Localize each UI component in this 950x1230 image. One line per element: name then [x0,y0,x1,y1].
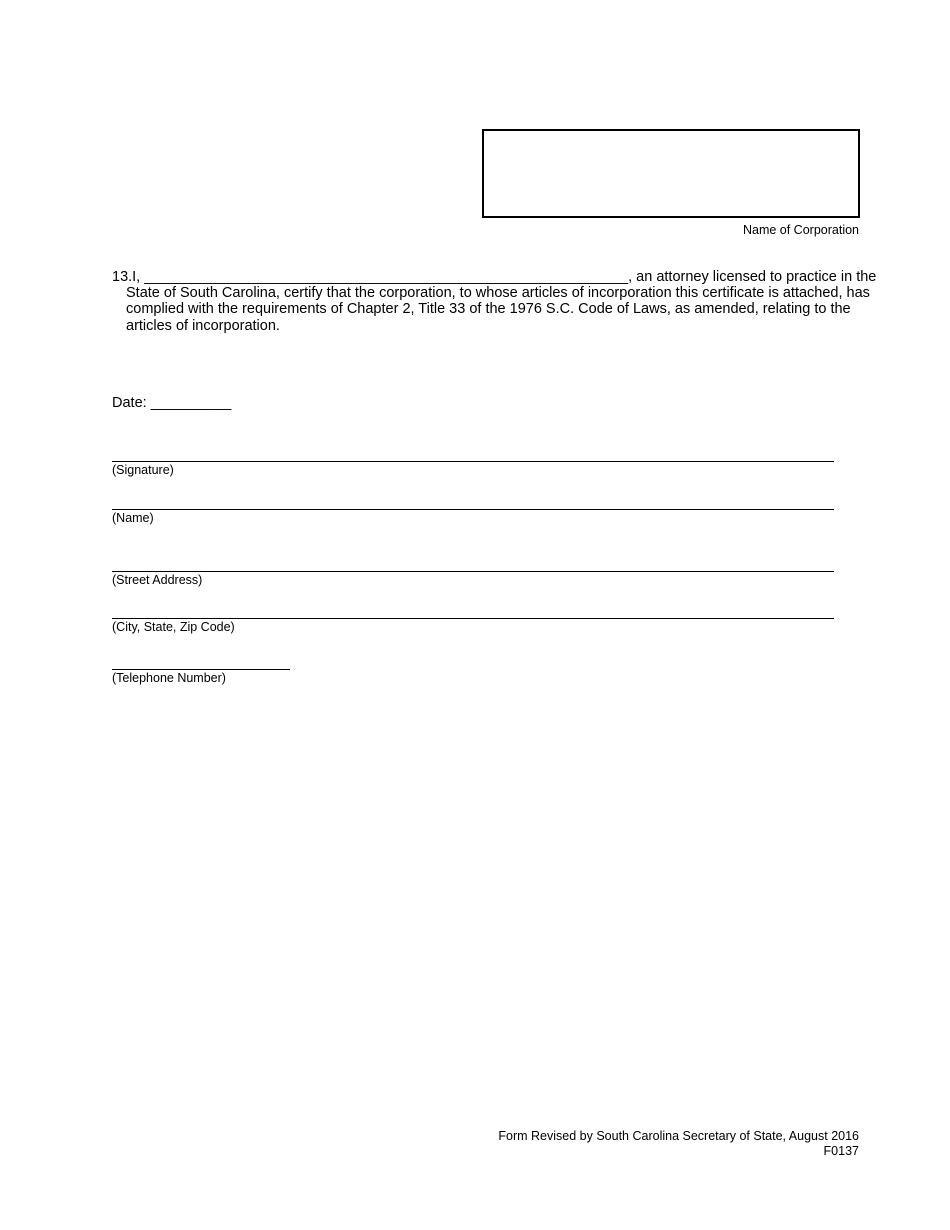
city-state-zip-caption: (City, State, Zip Code) [112,620,235,634]
date-label: Date: [112,395,151,411]
signature-line[interactable] [112,461,834,462]
certification-line-3: complied with the requirements of Chapter 2, Title 33 of the 1976 S.C. Code of Laws, as amended, relating to the [126,301,851,318]
certification-line-1 [112,269,877,285]
telephone-caption: (Telephone Number) [112,671,226,685]
signature-field [112,461,834,477]
telephone-line[interactable] [112,669,290,670]
attorney-certification-paragraph [112,269,877,334]
certification-line-4: articles of incorporation. [126,317,280,334]
name-caption: (Name) [112,511,154,525]
form-footer [498,1129,859,1159]
street-address-line[interactable] [112,571,834,572]
item-number-prefix: 13.I, [112,269,145,285]
attorney-name-blank[interactable]: ____________________________________________________________ [144,269,629,285]
certification-line-2: State of South Carolina, certify that the corporation, to whose articles of incorporation this certificate is attached, has [126,285,870,302]
city-state-zip-line[interactable] [112,618,834,619]
name-field [112,509,834,525]
date-line [112,395,231,411]
form-number: F0137 [823,1144,859,1158]
street-address-caption: (Street Address) [112,573,203,587]
certification-line-1-suffix: , an attorney licensed to practice in the [628,269,877,285]
signature-caption: (Signature) [112,463,174,477]
city-state-zip-field [112,618,834,634]
corporation-name-box[interactable] [482,129,860,218]
revision-note: Form Revised by South Carolina Secretary of State, August 2016 [498,1129,859,1143]
name-line[interactable] [112,509,834,510]
street-address-field [112,571,834,587]
telephone-field [112,669,290,685]
corporation-name-label: Name of Corporation [742,223,859,237]
date-blank[interactable]: __________ [150,395,232,411]
